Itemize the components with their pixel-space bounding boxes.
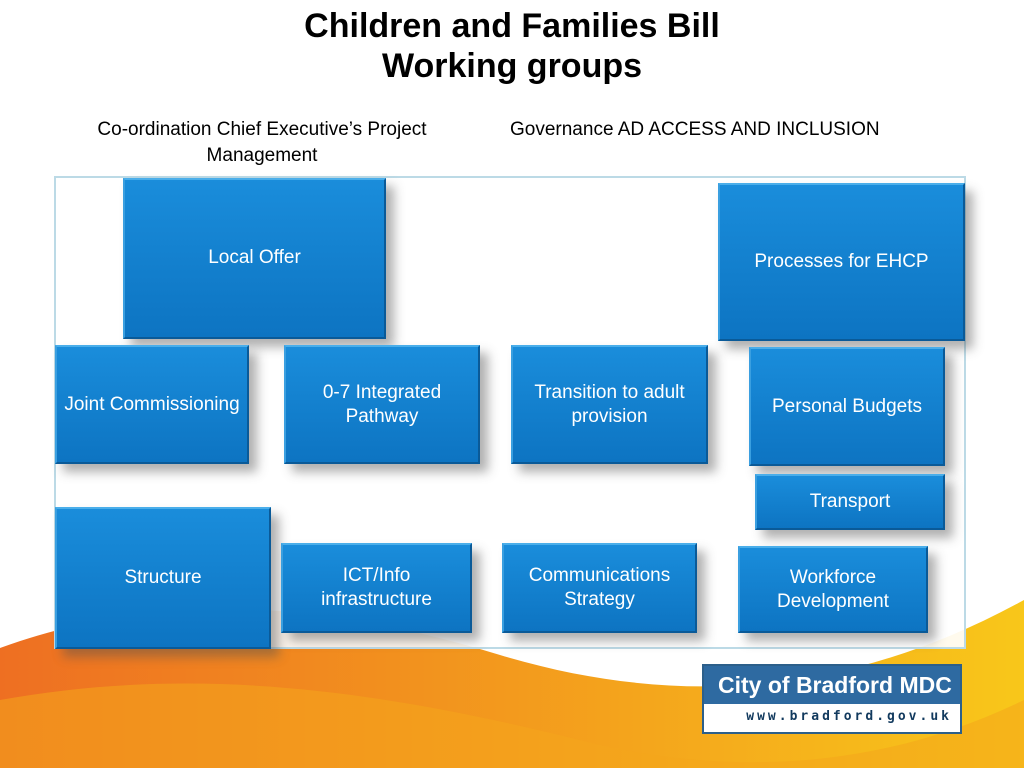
- box-personal-budgets[interactable]: [749, 347, 945, 466]
- local-offer-label: Local Offer: [208, 247, 301, 268]
- communications-label: Communications Strategy: [528, 565, 671, 610]
- coordination-caption: Co-ordination Chief Executive’s Project Management: [97, 119, 427, 166]
- page-title: [0, 6, 1024, 86]
- title-line-1: Children and Families Bill: [304, 7, 720, 45]
- logo-name: City of Bradford MDC: [704, 666, 960, 704]
- transport-label: Transport: [809, 491, 891, 512]
- governance-caption: Governance AD ACCESS AND INCLUSION: [510, 119, 880, 140]
- box-integrated-pathway[interactable]: [284, 345, 480, 464]
- box-structure[interactable]: [55, 507, 271, 649]
- box-transition-adult[interactable]: [511, 345, 708, 464]
- joint-commissioning-label: Joint Commissioning: [64, 393, 240, 415]
- integrated-pathway-label: 0-7 Integrated Pathway: [322, 381, 442, 427]
- bradford-logo[interactable]: [702, 664, 962, 734]
- structure-label: Structure: [124, 567, 202, 588]
- processes-ehcp-label: Processes for EHCP: [754, 251, 929, 272]
- personal-budgets-label: Personal Budgets: [772, 395, 922, 417]
- workforce-label: Workforce Development: [777, 566, 889, 612]
- box-ict-info[interactable]: [281, 543, 472, 633]
- logo-url: www.bradford.gov.uk: [746, 709, 952, 724]
- transition-adult-label: Transition to adult provision: [534, 381, 685, 427]
- box-communications[interactable]: [502, 543, 697, 633]
- box-joint-commissioning[interactable]: [55, 345, 249, 464]
- box-workforce[interactable]: [738, 546, 928, 633]
- box-processes-ehcp[interactable]: [718, 183, 965, 341]
- title-line-2: Working groups: [381, 47, 643, 85]
- box-local-offer[interactable]: [123, 178, 386, 339]
- ict-info-label: ICT/Info infrastructure: [321, 565, 432, 610]
- box-transport[interactable]: [755, 474, 945, 530]
